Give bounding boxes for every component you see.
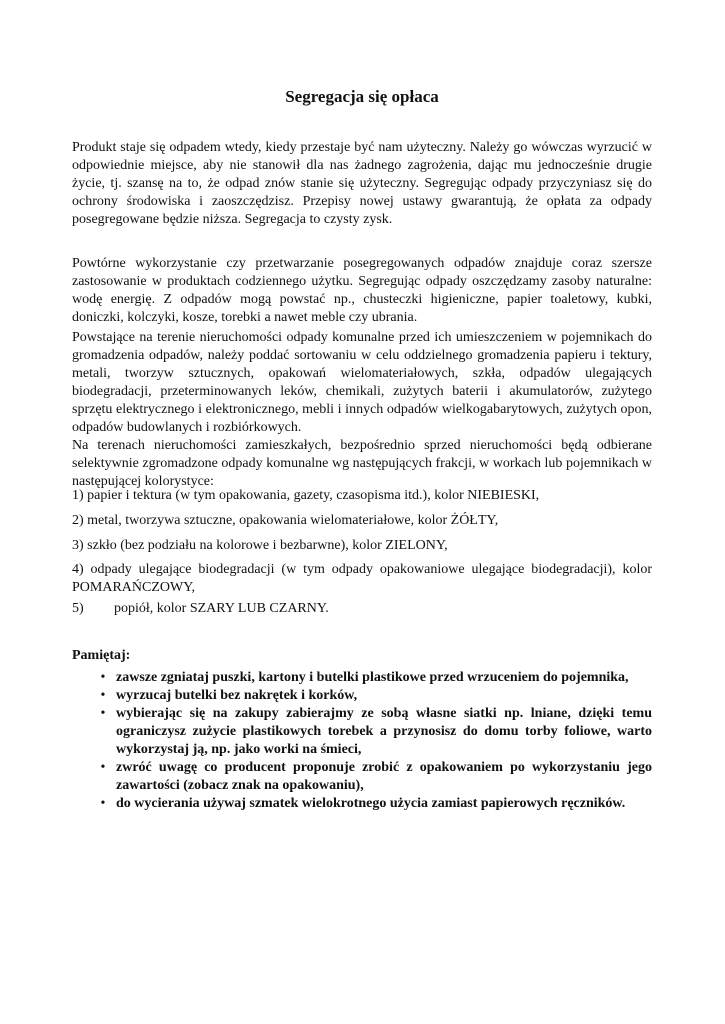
- list-item: [72, 669, 652, 687]
- tip-text: do wycierania używaj szmatek wielokrotnego użycia zamiast papierowych ręczników.: [116, 796, 626, 811]
- remember-heading: Pamiętaj:: [72, 648, 131, 663]
- list-item: [72, 705, 652, 759]
- tip-text: wybierając się na zakupy zabierajmy ze sobą własne siatki np. lniane, dzięki temu ograniczysz zużycie plastikowych torebek a przynosisz do domu torby foliowe, warto wykorzystaj ją, np. jako worki na śmieci,: [116, 706, 652, 757]
- bullet-icon: •: [100, 760, 106, 775]
- fraction-item-paper: 1) papier i tektura (w tym opakowania, gazety, czasopisma itd.), kolor NIEBIESKI,: [72, 488, 540, 503]
- fraction-item-ash-number: 5): [72, 601, 84, 616]
- fraction-item-glass: 3) szkło (bez podziału na kolorowe i bezbarwne), kolor ZIELONY,: [72, 538, 448, 553]
- list-item: [72, 759, 652, 795]
- tip-text: wyrzucaj butelki bez nakrętek i korków,: [116, 688, 358, 703]
- list-item: [72, 795, 652, 813]
- tips-list: [72, 669, 652, 813]
- list-item: [72, 687, 652, 705]
- reuse-paragraph: Powtórne wykorzystanie czy przetwarzanie posegregowanych odpadów znajduje coraz szersze zastosowanie w produktach codziennego użytku. Segregując odpady oszczędzamy zasoby naturalne: wodę energię. Z odpadów mogą powstać np., chusteczki higieniczne, papier toaletowy, kubki, doniczki, kolczyki, kosze, torebki a nawet meble czy ubrania.: [72, 256, 652, 325]
- bullet-icon: •: [100, 796, 106, 811]
- collection-paragraph: Na terenach nieruchomości zamieszkałych, bezpośrednio sprzed nieruchomości będą odbierane selektywnie zgromadzone odpady komunalne wg następujących frakcji, w workach lub pojemnikach w następującej kolorystyce:: [72, 438, 652, 489]
- fraction-item-ash: [72, 600, 652, 618]
- fraction-item-metal: 2) metal, tworzywa sztuczne, opakowania wielomateriałowe, kolor ŻÓŁTY,: [72, 513, 499, 528]
- fraction-item-ash-text: popiół, kolor SZARY LUB CZARNY.: [114, 601, 329, 616]
- fraction-item-bio: 4) odpady ulegające biodegradacji (w tym odpady opakowaniowe ulegające biodegradacji), kolor POMARAŃCZOWY,: [72, 562, 652, 595]
- page-title: Segregacja się opłaca: [285, 87, 439, 106]
- tip-text: zawsze zgniataj puszki, kartony i butelki plastikowe przed wrzuceniem do pojemnika,: [116, 670, 629, 685]
- bullet-icon: •: [100, 670, 106, 685]
- sorting-paragraph: Powstające na terenie nieruchomości odpady komunalne przed ich umieszczeniem w pojemnikach do gromadzenia odpadów, należy poddać sortowaniu w celu oddzielnego gromadzenia papieru i tektury, metali, tworzyw sztucznych, opakowań wielomateriałowych, szkła, odpadów ulegających biodegradacji, przeterminowanych leków, chemikali, zużytych baterii i akumulatorów, zużytego sprzętu elektrycznego i elektronicznego, mebli i innych odpadów wielkogabarytowych, zużytych opon, odpadów budowlanych i rozbiórkowych.: [72, 330, 652, 435]
- tip-text: zwróć uwagę co producent proponuje zrobić z opakowaniem po wykorzystaniu jego zawartości (zobacz znak na opakowaniu),: [116, 760, 652, 793]
- bullet-icon: •: [100, 688, 106, 703]
- intro-paragraph: Produkt staje się odpadem wtedy, kiedy przestaje być nam użyteczny. Należy go wówczas wyrzucić w odpowiednie miejsce, aby nie stanowił dla nas żadnego zagrożenia, dając mu jednocześnie drugie życie, tj. szansę na to, że odpad znów stanie się użyteczny. Segregując odpady przyczyniasz się do ochrony środowiska i zaoszczędzisz. Przepisy nowej ustawy gwarantują, że opłata za odpady posegregowane będzie niższa. Segregacja to czysty zysk.: [72, 140, 652, 227]
- bullet-icon: •: [100, 706, 106, 721]
